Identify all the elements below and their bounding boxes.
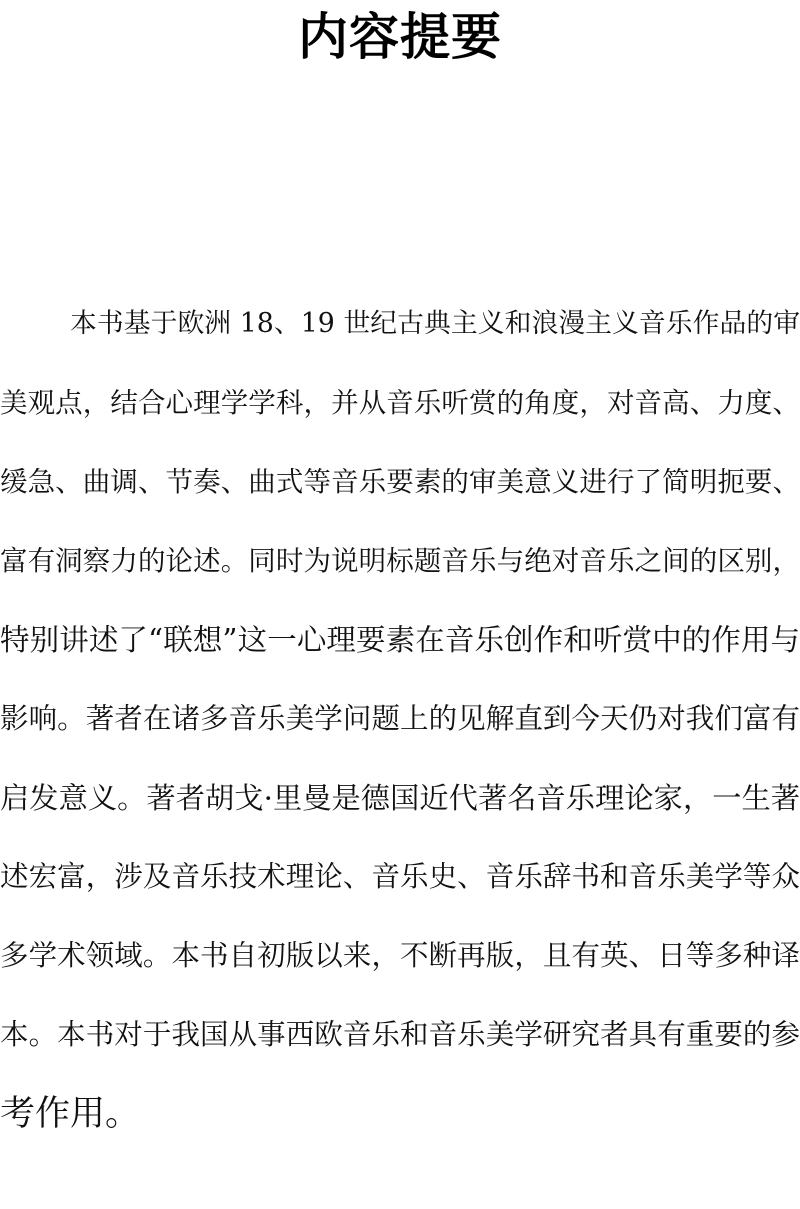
paragraph-line: 多学术领域。本书自初版以来，不断再版，且有英、日等多种译 [0,939,800,972]
paragraph-line: 特别讲述了“联想”这一心理要素在音乐创作和听赏中的作用与 [0,623,800,657]
paragraph-line: 富有洞察力的论述。同时为说明标题音乐与绝对音乐之间的区别， [0,545,800,577]
paragraph-line: 启发意义。著者胡戈·里曼是德国近代著名音乐理论家，一生著 [0,781,800,815]
paragraph-line: 缓急、曲调、节奏、曲式等音乐要素的审美意义进行了简明扼要、 [0,466,800,498]
paragraph-line: 本。本书对于我国从事西欧音乐和音乐美学研究者具有重要的参 [0,1018,800,1051]
paragraph-line: 本书基于欧洲 18、19 世纪古典主义和浪漫主义音乐作品的审 [70,308,800,339]
paragraph-line: 考作用。 [0,1094,141,1134]
page-title: 内容提要 [298,7,502,66]
summary-paragraph [0,290,800,1159]
paragraph-line: 美观点，结合心理学学科，并从音乐听赏的角度，对音高、力度、 [0,387,800,419]
paragraph-line: 影响。著者在诸多音乐美学问题上的见解直到今天仍对我们富有 [0,702,800,735]
paragraph-line: 述宏富，涉及音乐技术理论、音乐史、音乐辞书和音乐美学等众 [0,860,800,893]
